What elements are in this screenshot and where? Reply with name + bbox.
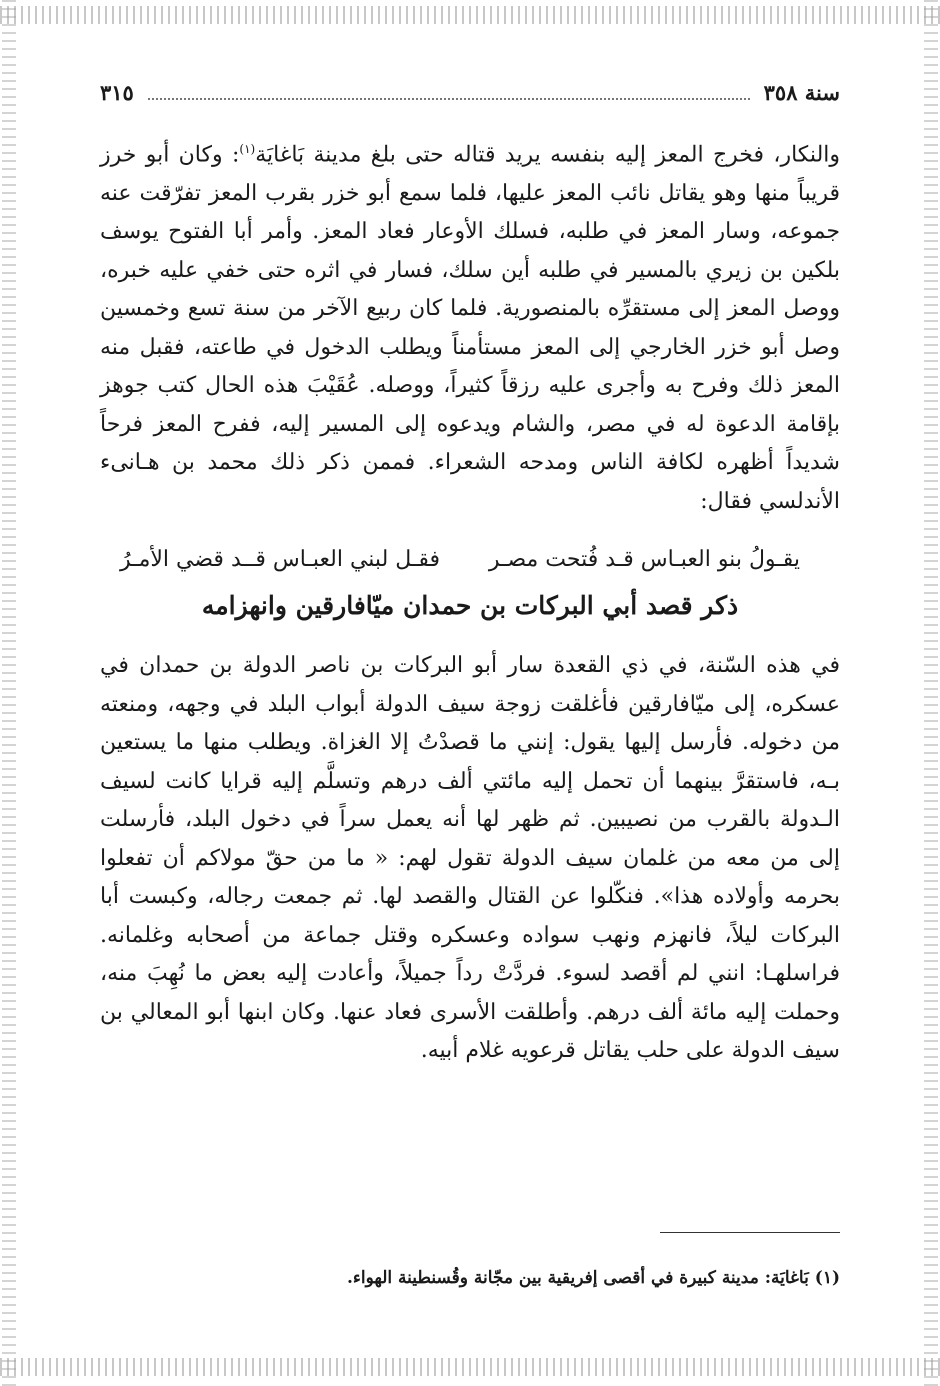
decorative-border-left — [2, 0, 16, 1386]
section-title: ذكر قصد أبي البركات بن حمدان ميّافارقين وانهزامه — [201, 591, 739, 621]
year-title: سنة ٣٥٨ — [763, 80, 840, 105]
section-body: في هذه السّنة، في ذي القعدة سار أبو البركات بن ناصر الدولة بن حمدان في عسكره، إلى ميّافارقين فأغلقت زوجة سيف الدولة أبواب البلد في وجهه، ومنعته من دخوله. فأرسل إليها يقول: إنني ما قصدْتُ إلا الغزاة. ويطلب منها ما يستعين بـه، فاستقرَّ بينهما أن تحمل إليه مائتي ألف درهم وتسلَّم إليه قرايا كانت لسيف الـدولة بالقرب من نصيبين. ثم ظهر لها أنه يعمل سراً في دخول البلد، فأرسلت إلى من معه من غلمان سيف الدولة تقول لهم: « ما من حقّ مولاكم أن تفعلوا بحرمه وأولاده هذا». فنكّلوا عن القتال والقصد لها. ثم جمعت رجاله، وكبست أبا البركات ليلاً، فانهزم ونهب سواده وعسكره وقتل جماعة من أصحابه وغلمانه. فراسلهـا: انني لم أقصد لسوء. فردَّتْ رداً جميلاً، وأعادت إليه بعض ما نُهِبَ منه، وحملت إليه مائة ألف درهم. وأطلقت الأسرى فعاد عنها. وكان ابنها أبو المعالي بن سيف الدولة على حلب يقاتل قرعويه غلام أبيه. — [100, 653, 840, 1064]
footnote-divider — [660, 1232, 840, 1233]
paragraph-intro-text-a: والنكار، فخرج المعز إليه بنفسه يريد قتاله حتى بلغ مدينة بَاغايَة — [255, 142, 841, 168]
header-dotted-rule — [148, 98, 750, 100]
running-head — [100, 80, 840, 114]
decorative-border-bottom — [0, 1358, 940, 1376]
page-body — [100, 80, 840, 1071]
paragraph-intro-text-b: : وكان أبو خرز قريباً منها وهو يقاتل نائب المعز عليها، فلما سمع أبو خزر بقرب المعز تفرّقت عنه جموعه، وسار المعز في طلبه، فسلك الأوعار فعاد المعز. وأمر أبا الفتوح يوسف بلكين بن زيري بالمسير في طلبه أين سلك، فسار في اثره حتى خفي عليه خبره، ووصل المعز إلى مستقرِّه بالمنصورية. فلما كان ربيع الآخر من سنة تسع وخمسين وصل أبو خزر الخارجي إلى المعز مستأمناً ويطلب الدخول في طاعته، فقبل منه المعز ذلك وفرح به وأجرى عليه رزقاً كثيراً، ووصله. عُقَيْبَ هذه الحال كتب جوهز بإقامة الدعوة له في مصر، والشام ويدعوه إلى المسير إليه، ففرح المعز فرحاً شديداً أظهره لكافة الناس ومدحه الشعراء. فممن ذكر ذلك محمد بن هـانىء الأندلسي فقال: — [100, 142, 840, 514]
decorative-border-top — [0, 6, 940, 24]
verse-hemistich-right: يقـولُ بنو العبـاس قـد فُتحت مصـر — [488, 547, 800, 573]
page-number: ٣١٥ — [100, 80, 134, 105]
footnote: (١) بَاغايَة: مدينة كبيرة في أقصى إفريقية بين مجّانة وقُسنطينة الهواء. — [346, 1268, 840, 1288]
verse-hemistich-left: فقـل لبني العبـاس قــد قضي الأمـرُ — [120, 547, 441, 573]
poem-verse — [120, 547, 800, 587]
paragraph-intro — [100, 130, 840, 521]
decorative-border-right — [924, 0, 938, 1386]
footnote-marker[interactable]: (١) — [239, 142, 256, 156]
